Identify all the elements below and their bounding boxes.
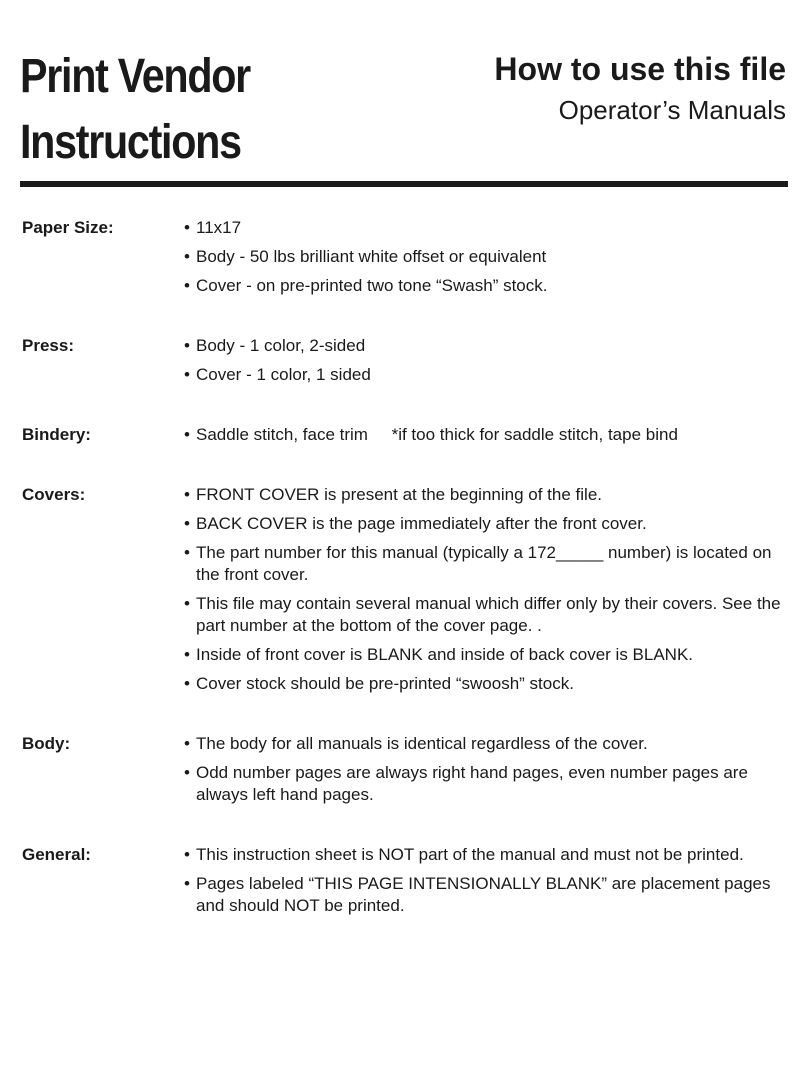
list-item-text: Cover - 1 color, 1 sided: [196, 365, 371, 384]
list-item-text: The body for all manuals is identical regardless of the cover.: [196, 734, 648, 753]
section-label: Paper Size:: [22, 218, 114, 237]
list-item-text: Saddle stitch, face trim *if too thick for saddle stitch, tape bind: [196, 425, 678, 444]
list-item: [184, 873, 788, 917]
document-heading: How to use this file: [494, 51, 786, 87]
list-item: [184, 644, 788, 666]
list-item-text: 11x17: [196, 218, 242, 237]
list-item: [184, 335, 788, 357]
bullet-icon: •: [184, 247, 190, 266]
list-item: [184, 593, 788, 637]
page-title: [20, 44, 250, 176]
section-items: [184, 421, 788, 453]
list-item: [184, 844, 788, 866]
list-item: [184, 542, 788, 586]
list-item: [184, 246, 788, 268]
list-item-text: Body - 50 lbs brilliant white offset or equivalent: [196, 247, 547, 266]
document-subheading: Operator’s Manuals: [558, 95, 786, 125]
list-item-text: Odd number pages are always right hand pages, even number pages are always left hand pages.: [196, 763, 748, 804]
page-title-line-1: Print Vendor: [20, 50, 250, 103]
section-items: [184, 214, 788, 304]
bullet-icon: •: [184, 645, 190, 664]
list-item-text: The part number for this manual (typically a 172_____ number) is located on the front cover.: [196, 543, 772, 584]
page-title-line-2: Instructions: [20, 116, 241, 169]
list-item: [184, 217, 788, 239]
bullet-icon: •: [184, 514, 190, 533]
list-item-text: Inside of front cover is BLANK and inside of back cover is BLANK.: [196, 645, 694, 664]
section-paper-size: [22, 214, 788, 304]
section-general: [22, 841, 788, 924]
list-item-text: FRONT COVER is present at the beginning of the file.: [196, 485, 602, 504]
bullet-icon: •: [184, 763, 190, 782]
bullet-icon: •: [184, 276, 190, 295]
list-item: [184, 513, 788, 535]
section-label: Bindery:: [22, 425, 91, 444]
list-item: [184, 733, 788, 755]
section-items: [184, 730, 788, 813]
list-item-text: BACK COVER is the page immediately after the front cover.: [196, 514, 647, 533]
section-items: [184, 841, 788, 924]
section-items: [184, 481, 788, 702]
list-item-text: Pages labeled “THIS PAGE INTENSIONALLY BLANK” are placement pages and should NOT be printed.: [196, 874, 771, 915]
list-item-text: Cover stock should be pre-printed “swoosh” stock.: [196, 674, 574, 693]
section-label: Body:: [22, 734, 71, 753]
bullet-icon: •: [184, 218, 190, 237]
list-item: [184, 484, 788, 506]
bullet-icon: •: [184, 674, 190, 693]
document-header: [494, 48, 786, 130]
section-press: [22, 332, 788, 393]
bullet-icon: •: [184, 365, 190, 384]
section-body: [22, 730, 788, 813]
section-label: Press:: [22, 336, 74, 355]
section-bindery: [22, 421, 788, 453]
list-item: [184, 275, 788, 297]
header-divider: [20, 181, 788, 187]
bullet-icon: •: [184, 874, 190, 893]
list-item-text: Cover - on pre-printed two tone “Swash” stock.: [196, 276, 548, 295]
bullet-icon: •: [184, 336, 190, 355]
bullet-icon: •: [184, 845, 190, 864]
list-item: [184, 364, 788, 386]
bullet-icon: •: [184, 425, 190, 444]
bullet-icon: •: [184, 734, 190, 753]
list-item-text: Body - 1 color, 2-sided: [196, 336, 366, 355]
list-item: [184, 673, 788, 695]
list-item-text: This file may contain several manual which differ only by their covers. See the part number at the bottom of the cover page. .: [196, 594, 781, 635]
bullet-icon: •: [184, 485, 190, 504]
section-items: [184, 332, 788, 393]
section-label: General:: [22, 845, 91, 864]
instruction-sections: [22, 214, 788, 952]
bullet-icon: •: [184, 594, 190, 613]
section-covers: [22, 481, 788, 702]
list-item: [184, 424, 788, 446]
section-label: Covers:: [22, 485, 86, 504]
bullet-icon: •: [184, 543, 190, 562]
list-item-text: This instruction sheet is NOT part of the manual and must not be printed.: [196, 845, 744, 864]
list-item: [184, 762, 788, 806]
